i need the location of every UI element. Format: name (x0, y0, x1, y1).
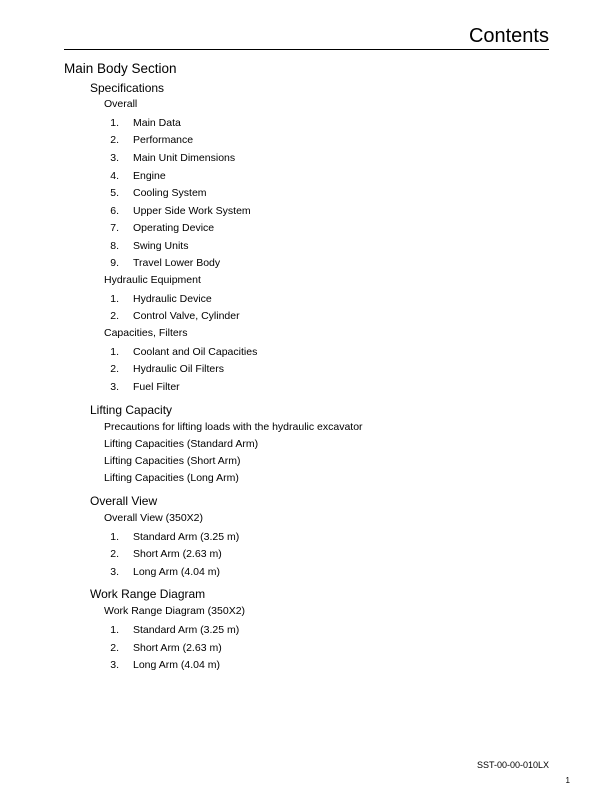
toc-entry-label: Coolant and Oil Capacities (133, 346, 258, 358)
toc-entry-level-1[interactable] (90, 494, 157, 508)
toc-entry-level-3[interactable] (104, 346, 257, 358)
toc-entry-level-3[interactable] (104, 187, 207, 199)
toc-entry-number: 9. (110, 257, 119, 269)
toc-entry-label: Lifting Capacity (90, 403, 173, 417)
toc-entry-level-3[interactable] (104, 310, 240, 322)
toc-entry-label: Work Range Diagram (90, 587, 206, 601)
toc-entry-number: 2. (110, 134, 119, 146)
toc-entry-level-1[interactable] (90, 81, 164, 95)
toc-entry-label: Specifications (90, 81, 165, 95)
toc-entry-number: 1. (110, 117, 119, 129)
toc-entry-label: Lifting Capacities (Short Arm) (104, 455, 241, 467)
toc-entry-level-3[interactable] (104, 642, 222, 654)
toc-entry-number: 1. (110, 346, 119, 358)
toc-entry-level-2[interactable] (104, 438, 258, 450)
toc-entry-label: Cooling System (133, 187, 207, 199)
toc-entry-level-2[interactable] (104, 98, 137, 110)
toc-entry-label: Work Range Diagram (350X2) (104, 605, 246, 617)
toc-entry-label: Overall (104, 98, 138, 110)
toc-entry-number: 5. (110, 187, 119, 199)
toc-entry-level-3[interactable] (104, 117, 181, 129)
toc-entry-number: 6. (110, 205, 119, 217)
toc-entry-label: Main Data (133, 117, 181, 129)
toc-entry-level-2[interactable] (104, 605, 245, 617)
toc-entry-level-3[interactable] (104, 170, 166, 182)
toc-entry-number: 2. (110, 548, 119, 560)
toc-entry-level-3[interactable] (104, 548, 222, 560)
toc-entry-level-2[interactable] (104, 274, 201, 286)
toc-entry-number: 1. (110, 624, 119, 636)
toc-entry-label: Operating Device (133, 222, 215, 234)
toc-entry-label: Control Valve, Cylinder (133, 310, 240, 322)
toc-entry-label: Upper Side Work System (133, 205, 251, 217)
header-divider (64, 49, 549, 50)
toc-entry-number: 2. (110, 310, 119, 322)
toc-entry-number: 1. (110, 293, 119, 305)
toc-entry-label: Long Arm (4.04 m) (133, 566, 220, 578)
toc-entry-level-3[interactable] (104, 222, 214, 234)
toc-entry-level-3[interactable] (104, 624, 239, 636)
toc-entry-level-3[interactable] (104, 205, 251, 217)
toc-entry-label: Fuel Filter (133, 381, 180, 393)
toc-entry-label: Hydraulic Oil Filters (133, 363, 225, 375)
toc-entry-level-3[interactable] (104, 531, 239, 543)
toc-entry-level-1[interactable] (90, 587, 205, 601)
toc-entry-label: Lifting Capacities (Standard Arm) (104, 438, 259, 450)
toc-entry-level-3[interactable] (104, 240, 188, 252)
toc-entry-label: Overall View (90, 494, 158, 508)
toc-entry-label: Performance (133, 134, 194, 146)
toc-entry-level-0[interactable] (64, 61, 177, 76)
toc-entry-number: 8. (110, 240, 119, 252)
toc-entry-level-3[interactable] (104, 293, 212, 305)
toc-entry-number: 3. (110, 381, 119, 393)
toc-entry-level-2[interactable] (104, 327, 187, 339)
toc-entry-level-3[interactable] (104, 566, 220, 578)
toc-entry-level-3[interactable] (104, 381, 180, 393)
toc-entry-level-3[interactable] (104, 659, 220, 671)
toc-entry-label: Engine (133, 170, 166, 182)
toc-entry-level-3[interactable] (104, 134, 193, 146)
toc-entry-label: Overall View (350X2) (104, 512, 204, 524)
toc-entry-number: 3. (110, 566, 119, 578)
toc-entry-level-3[interactable] (104, 363, 224, 375)
toc-entry-label: Precautions for lifting loads with the hydraulic excavator (104, 421, 363, 433)
toc-entry-label: Long Arm (4.04 m) (133, 659, 220, 671)
toc-entry-level-2[interactable] (104, 472, 239, 484)
toc-entry-level-3[interactable] (104, 152, 235, 164)
toc-entry-label: Main Unit Dimensions (133, 152, 236, 164)
toc-entry-label: Capacities, Filters (104, 327, 188, 339)
toc-entry-label: Standard Arm (3.25 m) (133, 531, 240, 543)
toc-entry-number: 7. (110, 222, 119, 234)
toc-entry-level-3[interactable] (104, 257, 220, 269)
toc-entry-number: 2. (110, 363, 119, 375)
toc-entry-label: Lifting Capacities (Long Arm) (104, 472, 239, 484)
toc-entry-label: Hydraulic Equipment (104, 274, 201, 286)
toc-entry-number: 3. (110, 152, 119, 164)
toc-entry-level-1[interactable] (90, 403, 172, 417)
toc-entry-number: 4. (110, 170, 119, 182)
toc-entry-label: Short Arm (2.63 m) (133, 548, 222, 560)
toc-entry-number: 1. (110, 531, 119, 543)
toc-entry-level-2[interactable] (104, 455, 241, 467)
toc-entry-label: Main Body Section (64, 61, 177, 76)
toc-entry-label: Short Arm (2.63 m) (133, 642, 222, 654)
toc-entry-level-2[interactable] (104, 512, 203, 524)
page-title: Contents (468, 25, 549, 47)
page-number: 1 (565, 776, 570, 785)
toc-entry-label: Swing Units (133, 240, 189, 252)
toc-entry-level-2[interactable] (104, 421, 363, 433)
toc-entry-label: Hydraulic Device (133, 293, 212, 305)
toc-entry-label: Standard Arm (3.25 m) (133, 624, 240, 636)
toc-entry-label: Travel Lower Body (133, 257, 221, 269)
toc-entry-number: 2. (110, 642, 119, 654)
document-code: SST-00-00-010LX (476, 760, 549, 770)
toc-entry-number: 3. (110, 659, 119, 671)
